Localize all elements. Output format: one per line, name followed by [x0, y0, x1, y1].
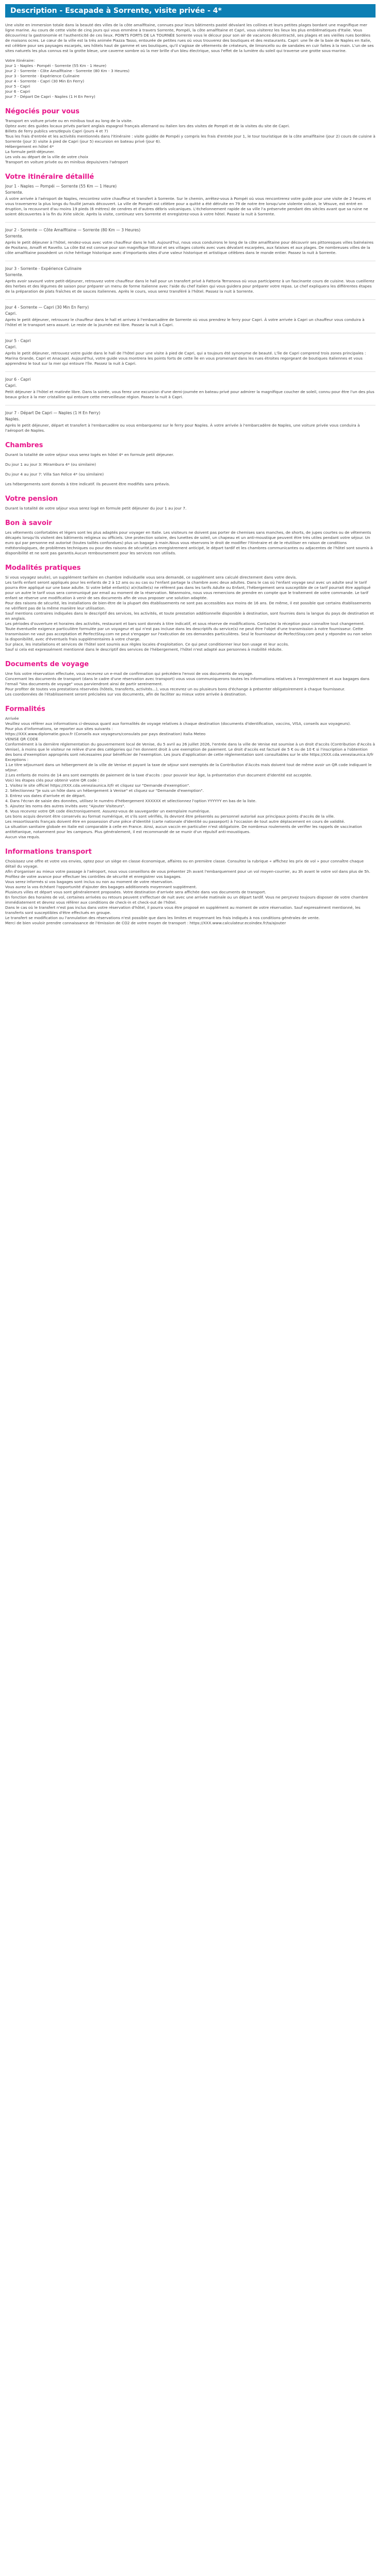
- bon-a-savoir-heading: Bon à savoir: [5, 519, 52, 527]
- day-description: Petit déjeuner à l'hôtel et matinée libre. Dans la soirée, vous ferez une excursion d'une demi-journée en bateau privé pour admirer la magnifique coucher de soleil, connu pour être l'un des plus beaux grâce à la mer cristalline qui entoure cette merveilleuse région. Passez la nuit à Capri.: [5, 389, 374, 399]
- day-location: Capri.: [5, 311, 17, 316]
- chambres-line: Du jour 1 au jour 3: Mirambura 4* (ou similaire): [5, 462, 96, 467]
- day-location: Sorrente.: [5, 190, 23, 195]
- day-location: Naples.: [5, 417, 20, 421]
- day-heading: Jour 5 - Capri: [5, 338, 31, 343]
- page-banner: Description - Escapade à Sorrente, visite privée - 4*: [5, 4, 376, 18]
- chambres-heading: Chambres: [5, 442, 43, 449]
- day-heading: Jour 3 - Sorrente - Expérience Culinaire: [5, 266, 82, 271]
- day-heading: Jour 6 - Capri: [5, 377, 31, 382]
- day-location: Sorrente.: [5, 234, 23, 239]
- itinerary-summary: Votre itinéraire: Jour 1 - Naples - Pompéi - Sorrente (55 Km - 1 Heure) Jour 2 - Sorrente - Côte Amalfitaine - Sorrente (80 Km - 3 Heures) Jour 3 - Sorrente - Expérience Culinaire Jour 4 - Sorrente - Capri (30 Min En Ferry) Jour 5 - Capri Jour 6 - Capri Jour 7 - Départ De Capri - Naples (1 H En Ferry): [5, 58, 129, 99]
- day-heading: Jour 4 - Sorrente — Capri (30 Min En Ferry): [5, 305, 89, 310]
- day-description: Après le petit déjeuner, retrouvez votre guide dans le hall de l'hôtel pour une visite à pied de Capri, qui a toujours été synonyme de beauté. L'île de Capri comprend trois zones principales : Marina Grande, Capri et Anacapri. Aujourd'hui, votre guide vous montrera les points forts de cette île en vous promenant dans les rues étroites regorgeant de boutiques italiennes et vous apprendrez le tout sur la mer qui entoure l'île. Passez la nuit à Capri.: [5, 351, 366, 366]
- day-description: Après avoir savouré votre petit-déjeuner, retrouvez votre chauffeur dans le hall pour un transfert privé à Fattoria Terranova où vous participerez à un fascinante cours de cuisine. Vous cueillerez des herbes et des légumes de saison pour préparer un menu de forme italienne avec l'aide du chef italien qui vous guidera pour préparer votre repas. Le chef expliquera les différentes étapes de la préparation de plats fraîches et de sauces italiennes. Après le cours, vous serez transféré à l'hôtel. Passez la nuit à Sorrente.: [5, 279, 374, 294]
- day-description: Après le petit déjeuner, départ et transfert à l'embarcadère ou vous embarquerez sur le ferry pour Naples. À votre arrivée à l'embarcadère de Naples, une voiture privée vous conduira à l'aéroport de Naples.: [5, 423, 360, 433]
- chambres-line: Du jour 4 au jour 7: Villa San Felice 4* (ou similaire): [5, 472, 104, 477]
- day-heading: Jour 7 - Départ De Capri — Naples (1 H En Ferry): [5, 411, 101, 415]
- bon-a-savoir-text: Les vêtements confortables et légers sont les plus adaptés pour voyager en Italie. Les visiteurs ne doivent pas porter de chemises sans manches, de shorts, de jupes courtes ou de vêtements décapés lorsqu'ils visitent des bâtiments religieux ou officiels. Une protection solaire, des lunettes de soleil, un chapeau et un anti-moustique peuvent être très utiles pendant votre séjour. Un euro qui par personne est autorisé (toutes taillés confondues) plus un bagage à main.Nous vous réservons le droit de modifier l'itinéraire et de le réutiliser en raison de conditions météorologiques, de problèmes techniques ou pour des raisons de sécurité.Les enregistrement anticipé, le départ tardif et les chambres communicantes ou adjacentes de l'hôtel sont soumis à disponibilité et ne sont pas garantis.Aucun remboursement pour les services non utilisés.: [5, 530, 373, 555]
- modalites-text: Si vous voyagez seul(e), un supplément tarifaire en chambre individuelle vous sera demandé, ce supplément sera calculé directement dans votre devis. Les tarifs enfant seront appliqués pour les enfants de 2 à 12 ans ou au cas ou l'enfant partage la chambre avec deux adultes. Dans le cas où l'enfant voyage seul avec un adulte seul le tarif pourra être appliqué sur une base adulte. Si votre bébé enfant(s) a(n)taille(s) ne réfèrent pas dans les tarifs Adulte ou Enfant, l'hébergement sera susceptible de ce tarif pourrait être appliqué pour un autre le tarif vous sera communiqué par email au moment de la réservation. Néanmoins, nous vous remercions de prendre en compte que le traitement de votre commande. Le tarif enfant se réserve une modification à venir de ses documents afin de vous proposer une solution adaptée. Pour des raisons de sécurité, les installations de bien-être de la plupart des établissements ne sont pas accessibles aux moins de 16 ans. De même, il est possible que certains établissements ne vérifient pas de la même manière leur utilisation. Sauf mentions contraires indiquées dans le descriptif des services, les activités, et toute prestation additionnelle disponible à destination, sont fournies dans la langue du pays de destination et en anglais. Les périodes d'ouverture et horaires des activités, restaurant et bars sont donnés à titre indicatif, et sous réserve de modifications. Contactez la réception pour connaître tout changement. Toute éventuelle exigence particulière formulée par un voyageur et qui n'est pas incluse dans les descriptifs du service(s) ne peut être l'objet d'une transmission à notre fournisseur. Cette transmission ne vaut pas acceptation et PerfectStay.com ne peut s'engager sur l'exécution de ces demandes particulières. Seul le fournisseur de PerfectStay.com peut y répondre ou non selon la disponibilité, avec d'éventuels frais supplémentaires à votre charge. Sur place, les installations et services de l'hôtel sont soumis aux règles locales d'exploitation. Ce qui peut conditionner leur bon usage et leur accès. Sauf si cela est expressément mentionné dans le descriptif des services de l'hébergement, l'hôtel n'est adapté aux personnes à mobilité réduite.: [5, 575, 374, 652]
- day-description: Après le petit déjeuner à l'hôtel, rendez-vous avec votre chauffeur dans le hall. Aujourd'hui, nous vous conduirons le long de la côte amalfitaine pour découvrir ses pittoresques villes balnéaires de Positano, Amalfi et Ravello. La côte Est est connue pour son magnifique littoral et ses villages colorés avec vues dévalant escarpées, aux falaises et aux plages. De nombreuses villes de la côte amalfitaine possèdent un riche héritage historique avec d'importants sites d'une valeur historique et artistique célèbres dans le monde entier. Passez la nuit à Sorrente.: [5, 240, 374, 255]
- page: [0, 0, 381, 943]
- pension-text: Durant la totalité de votre séjour vous serez logé en formule petit déjeuner du jour 1 au jour 7.: [5, 506, 187, 511]
- transport-text: Choisissez une offre et votre vos envies, optez pour un siège en classe économique, affaires ou en première classe. Consultez la rubrique « affichez les prix de vol » pour connaître chaque détail du voyage. Afin d'organiser au mieux votre passage à l'aéroport, nous vous conseillons de vous présenter 2h avant l'embarquement pour un vol moyen-courrier, au 3h avant le votre vol dans plus de 5h. Profitez de votre avance pour effectuer les contrôles de sécurité et enregistrer vos bagages. Vous serez informés si vos bagages sont inclus ou non au moment de votre réservation. Vous aurez la vos échéant l'opportunité d'ajouter des bagages additionnels moyennant supplément. Plusieurs villes et départ vous sont généralement proposées. Votre destination d'arrivée sera affichée dans vos documents de transport. En fonction des horaires de vol, certaines arrivées ou retours peuvent s'effectuer de nuit avec une arrivée matinale ou un départ tardif. Vous ne perçevez toujours disposer de votre chambre immédiatement et devrez vous référer aux conditions de check-in et check-out de l'hôtel. Dans le cas où le transfert n'est pas inclus dans votre réservation d'hôtel, il pourra vous être proposé en supplément au moment de votre réservation. Sauf expressément mentionné, les transferts sont susceptibles d'être effectués en groupe. Le transfert se modification ou l'annulation des réservations n'est possible que dans les limites et moyennant les frais indiqués à nos conditions générales de vente. Merci de bien vouloir prendre connaissance de l'émission de CO2 de votre moyen de transport : https://XXX.www.calculateur.ecoindex.fr/ta/ajouter: [5, 859, 370, 925]
- day-location: Capri.: [5, 383, 17, 388]
- day-location: Capri.: [5, 345, 17, 349]
- formalites-text: Arrivée Veuillez vous référer aux informations ci-dessous quant aux formalités de voyage relatives à chaque destination (documents d'identification, vaccins, VISA, conseils aux voyageurs). Pour plus d'informations, se reporter aux sites suivants : https://XXX.www.diplomatie.gouv.fr (Conseils aux voyageurs/consulats par pays destination) Italia Meteo VENISE QR CODE Conformément à la dernière réglementation du gouvernement local de Venise, du 5 avril au 26 juillet 2026, l'entrée dans la ville de Venise est soumise à un droit d'accès (Contribution d'Accès à Venise), à moins que le visiteur ne relève d'une des catégories qui l'en donnent droit à une exemption de paiement. Le droit d'accès est facturé de 5 € ou de 10 € si l'inscription a l'obtention des bons d'exemption appropriés sont nécessaires pour bénéficier de l'exemption. Les jours d'application de cette réglementation sont consultables sur le site https://XXX.cda.veneziaunica.it/fr Exceptions : 1.Le titre séjournant dans un hébergement de la ville de Venise et payant la taxe de séjour sont exemptés de la Contribution d'Accès mais doivent tout de même avoir un QR code indiquant le séjour. 2.Les enfants de moins de 14 ans sont exemptés de paiement de la taxe d'accès : pour pouvoir leur âge, la présentation d'un document d'identité est acceptée. Voici les étapes clés pour obtenir votre QR code : 1. Visitez le site officiel https://XXX.cda.veneziaunica.it/fr et cliquez sur "Demande d'exemption". 2. Sélectionnez "Je suis un hôte dans un hébergement à Venise" et cliquez sur "Demande d'exemption". 3. Entrez vos dates d'arrivée et de départ. 4. Dans l'écran de saisie des données, utilisez le numéro d'hébergement XXXXXX et sélectionnez l'option YYYYYY en bas de la liste. 5. Ajoutez les noms des autres invités avec "Ajouter Visiteurs". 6. Vous recevrez votre QR code électroniquement. Assurez-vous de sauvegarder un exemplaire numérique. Les bons acquis devront être conservés au format numérique, et s'ils sont vérifiés, ils devront être présentés au personnel autorisé aux principaux points d'accès de la ville. Les ressortissants français doivent être en possession d'une pièce d'identité (carte nationale d'identité ou passeport) à l'occasion de tout autre déplacement en cours de validité. La situation sanitaire globale en Italie est comparable à celle en France. Ainsi, aucun vaccin en particulier n'est obligatoire. De nombreux roulements de verifier les rappels de vaccination antitétanique, notamment pour les campeurs. Plus généralement, il est recommandé de se munir d'un répulsif anti-moustiques. Aucun visa requis.: [5, 716, 376, 839]
- transport-heading: Informations transport: [5, 848, 92, 856]
- documents-text: Une fois votre réservation effectuée, vous recevrez un e-mail de confirmation qui précédera l'envoi de vos documents de voyage. Concernant les documents de transport (dans le cadre d'une réservation avec transport) vous vous communiquerons toutes les informations relatives à l'enregistrement et aux bagages dans l'email "Vos documents de voyage" vous parviendront ainsi de partir sereinement. Pour profiter de toutes vos prestations réservées (hôtels, transferts, activités...), vous recevrez un ou plusieurs bons d'échange à présenter obligatoirement à chaque fournisseur. Les coordonnées de l'établissement seront précisées sur vos documents, afin de faciliter au mieux votre arrivée à destination.: [5, 671, 370, 697]
- day-description: À votre arrivée à l'aéroport de Naples, rencontrez votre chauffeur et transfert à Sorrente. Sur le chemin, arrêtez-vous à Pompéi où vous rencontrerez votre guide pour une visite de 2 heures et vous traverserez la plus longs du fouillé jamais découvert. La ville de Pompéi est célèbre pour a quitté a été détruite en 79 de notre ère lorsqu'une violente volcan, le Vésuve, est entré en éruption, la recouvrant d'au moins 19 pieds (6 mètres) de cendres et d'autres débris volcaniques. L'échelonnement rapide de sa ville l'a préservée pendant des siècles avant que sa ruine ne soient découvertes à la fin du XVIe siècle. Après la visite, continuez vers Sorrente et enregistrez-vous à votre hôtel. Passez la nuit à Sorrente.: [5, 196, 371, 216]
- chambres-line: Durant la totalité de votre séjour vous serez logés en hôtel 4* en formule petit déjeuner.: [5, 452, 174, 457]
- pension-heading: Votre pension: [5, 495, 58, 503]
- formalites-heading: Formalités: [5, 705, 45, 713]
- day-heading: Jour 2 - Sorrente — Côte Amalfitaine — Sorrente (80 Km — 3 Heures): [5, 228, 141, 232]
- modalites-heading: Modalités pratiques: [5, 564, 81, 572]
- day-description: Après le petit déjeuner, retrouvez le chauffeur dans le hall et arrivez à l'embarcadère de Sorrente où vous prendrez le ferry pour Capri. À votre arrivée à Capri un chauffeur vous conduira à l'hôtel et le transport sera assuré. Le reste de la journée est libre. Passez la nuit à Capri.: [5, 317, 365, 327]
- negocies-text: Transport en voiture privée ou en minibus tout au long de la visite. Optez avec des guides locaux privés parlant anglais espagnol français allemand ou italien lors des visites de Pompéi et de la visites du site de Capri. Billets de ferry publics vers/depuis Capri (jours 4 et 7) Tous les frais d'entrée et les activités mentionnés dans l'itinéraire : visite guidée de Pompéi y compris les frais d'entrée Jour 1, le tour touristique de la côte amalfitaine (jour 2) cours de cuisine à Sorrente (jour 3) visite à pied de Capri (jour 5) excursion en bateau privé (jour 6). Hébergement en hôtel 4* La formule petit-déjeuner. Les vols au départ de la ville de votre choix Transport en voiture privée ou en minibus depuis/vers l'aéroport: [5, 118, 376, 164]
- divider: [5, 299, 376, 300]
- itinerary-days: [5, 184, 376, 433]
- itineraire-heading: Votre itinéraire détaillé: [5, 173, 94, 181]
- documents-heading: Documents de voyage: [5, 660, 89, 668]
- day-heading: Jour 1 - Naples — Pompéi — Sorrente (55 Km — 1 Heure): [5, 184, 117, 189]
- negocies-heading: Négociés pour vous: [5, 108, 80, 115]
- intro-paragraph: Une visite en immersion totale dans la beauté des villes de la côte amalfitaine, connues pour leurs bâtiments pastel dévalant les collines et leurs petites plages bordant une magnifique mer ligne marine. Au cours de cette visite de cinq jours qui vous emmène à travers Sorrente, Pompéi, la côte amalfitaine et Capri, vous visiterez les lieux les plus emblématiques d'Italie. Vous découvrirez la gastronomie et l'authenticité de ces lieux. POINTS FORTS DE LA TOURNÉE Sorrente vous le décour pour son air de vacances décontracté, ses plages et ses vieilles rues bordées de maisons ocres. Le cœur de la ville est la très animée Piazza Tasso, entourée de petites rues où vous trouverez des boutiques et des restaurants. Capri: une île de la baie de Naples en Italie, est célèbre pour ses paysages escarpés, ses hôtels haut de gamme et ses boutiques, qu'il s'agisse de vêtements de créateurs, de limoncello ou de sandales en cuir faites à la main. L'un de ses sites naturels les plus connus est la grotte bleue, une caverne sombre où la mer brille d'un bleu électrique, sous l'effet de la lumière du soleil qui traverse une grotte sous-marine.: [5, 23, 374, 53]
- day-location: Sorrente.: [5, 273, 23, 277]
- divider: [5, 371, 376, 372]
- chambres-line: Les hébergements sont donnés à titre indicatif. Ils peuvent être modifiés sans préavis.: [5, 482, 170, 486]
- divider: [5, 222, 376, 223]
